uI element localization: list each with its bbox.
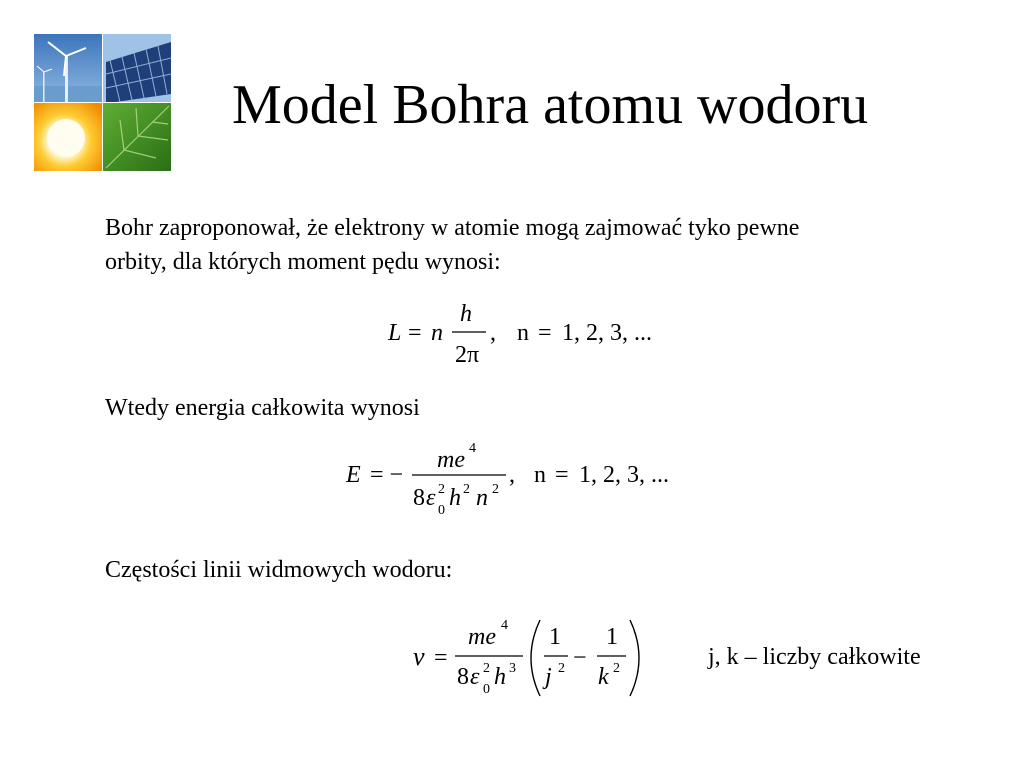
eq3-numerator: me [468, 624, 496, 650]
eq3-right-paren [630, 620, 639, 696]
eq3-epsilon-sub: 0 [483, 682, 490, 697]
logo-collage [34, 34, 171, 171]
green-leaf-icon [103, 103, 171, 171]
equation-angular-momentum [380, 295, 680, 375]
eq3-j: j [545, 664, 552, 690]
slide-title: Model Bohra atomu wodoru [232, 74, 869, 136]
eq3-h-exp: 3 [509, 661, 516, 676]
eq2-lhs: E [346, 462, 361, 488]
eq2-h-exp: 2 [463, 482, 470, 497]
eq3-epsilon-exp: 2 [483, 661, 490, 676]
eq1-range-equals: = [538, 320, 552, 346]
eq1-numerator: h [460, 301, 472, 327]
paragraph-intro-line-1: Bohr zaproponował, że elektrony w atomie mogą zajmować tyko pewne [105, 215, 800, 241]
eq2-den-coef: 8 [413, 485, 425, 511]
eq3-one-a: 1 [549, 624, 561, 650]
paragraph-frequencies: Częstości linii widmowych wodoru: [105, 557, 453, 583]
eq2-epsilon-sub: 0 [438, 503, 445, 518]
eq2-n-exp: 2 [492, 482, 499, 497]
eq2-n: n [476, 485, 488, 511]
solar-panel-icon [103, 34, 171, 102]
eq2-h: h [449, 485, 461, 511]
eq2-comma: , [509, 462, 515, 488]
eq3-minus: − [573, 645, 587, 671]
eq3-epsilon: ε [470, 664, 480, 690]
equation-energy [343, 435, 683, 525]
wind-turbine-icon [34, 34, 102, 102]
eq2-epsilon-exp: 2 [438, 482, 445, 497]
eq2-equals-minus: = − [370, 462, 404, 488]
sun-icon [34, 103, 102, 171]
eq1-range-values: 1, 2, 3, ... [562, 320, 652, 346]
eq3-k: k [598, 664, 609, 690]
eq3-den-coef: 8 [457, 664, 469, 690]
eq3-k-exp: 2 [613, 661, 620, 676]
eq3-equals: = [434, 645, 448, 671]
eq1-equals: = [408, 320, 422, 346]
eq1-denominator: 2π [455, 342, 480, 368]
eq2-range-equals: = [555, 462, 569, 488]
eq2-epsilon: ε [426, 485, 436, 511]
eq2-numerator-exp: 4 [469, 441, 476, 456]
eq3-j-exp: 2 [558, 661, 565, 676]
eq1-lhs: L [388, 320, 402, 346]
eq3-h: h [494, 664, 506, 690]
eq1-n: n [431, 320, 443, 346]
eq3-numerator-exp: 4 [501, 618, 508, 633]
eq1-comma: , [490, 320, 496, 346]
eq1-range-label: n [517, 320, 529, 346]
eq2-range-values: 1, 2, 3, ... [579, 462, 669, 488]
eq2-range-label: n [534, 462, 546, 488]
paragraph-energy: Wtedy energia całkowita wynosi [105, 395, 420, 421]
eq3-left-paren [531, 620, 540, 696]
eq2-numerator: me [437, 447, 465, 473]
equation-frequency [410, 612, 670, 702]
note-integers: j, k – liczby całkowite [708, 644, 921, 670]
paragraph-intro-line-2: orbity, dla których moment pędu wynosi: [105, 249, 501, 275]
eq3-lhs: ν [413, 642, 425, 671]
eq3-one-b: 1 [606, 624, 618, 650]
